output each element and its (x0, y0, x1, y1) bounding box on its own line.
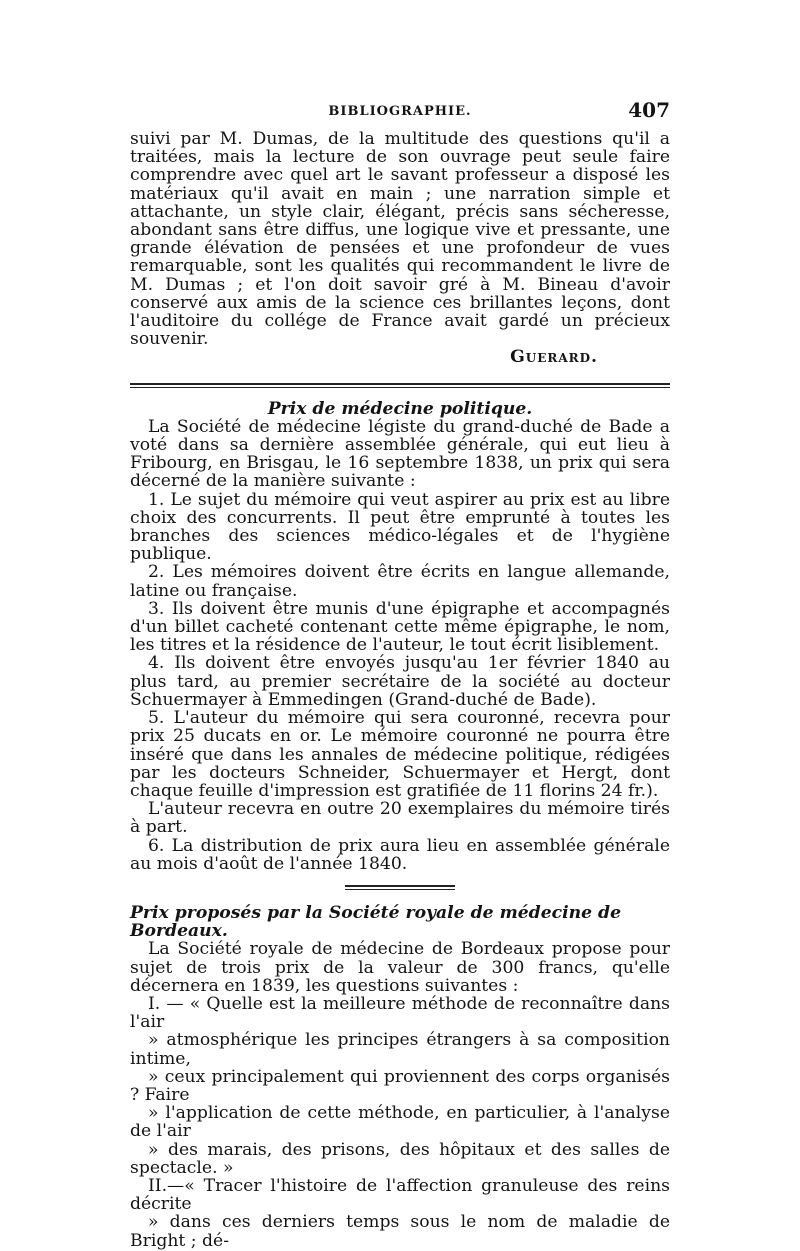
section1-item-6: 6. La distribution de prix aura lieu en assemblée générale au mois d'août de l'année 1840. (130, 835, 670, 874)
running-title: BIBLIOGRAPHIE. (328, 104, 472, 119)
section1-intro: La Société de médecine légiste du grand-duché de Bade a voté dans sa dernière assemblée générale, qui eut lieu à Fribourg, en Brisgau, le 16 septembre 1838, un prix qui sera décerné de la manière suivante : (130, 416, 670, 492)
section1-item-2: 2. Les mémoires doivent être écrits en langue allemande, latine ou française. (130, 562, 670, 601)
short-divider (345, 885, 455, 890)
question-1-line: » des marais, des prisons, des hôpitaux et des salles de spectacle. » (130, 1139, 670, 1178)
section1-item-1: 1. Le sujet du mémoire qui veut aspirer au prix est au libre choix des concurrents. Il peut être emprunté à toutes les branches des sciences médico-légales et de l'hygiène publique. (130, 489, 670, 565)
question-1-line: » atmosphérique les principes étrangers à sa composition intime, (130, 1030, 670, 1069)
question-1-line: » l'application de cette méthode, en particulier, à l'analyse de l'air (130, 1103, 670, 1142)
section1-item-3: 3. Ils doivent être munis d'une épigraphe et accompagnés d'un billet cacheté contenant cette même épigraphe, le nom, les titres et la résidence de l'auteur, le tout écrit lisiblement. (130, 598, 670, 656)
question-1 (130, 995, 670, 1177)
section-title-medecine-politique: Prix de médecine politique. (267, 398, 533, 419)
review-paragraph: suivi par M. Dumas, de la multitude des questions qu'il a traitées, mais la lecture de son ouvrage peut seule faire comprendre avec quel art le savant professeur a disposé les matériaux qu'il avait en main ; une narration simple et attachante, un style clair, élégant, précis sans sécheresse, abondant sans être diffus, une logique vive et pressante, une grande élévation de pensées et une profondeur de vues remarquable, sont les qualités qui recommandent le livre de M. Dumas ; et l'on doit savoir gré à M. Bineau d'avoir conservé aux amis de la science ces brillantes leçons, dont l'auditoire du collége de France avait gardé un précieux souvenir. (130, 129, 670, 350)
section-divider (130, 383, 670, 388)
section2-intro: La Société royale de médecine de Bordeaux propose pour sujet de trois prix de la valeur de 300 francs, qu'elle décernera en 1839, les questions suivantes : (130, 939, 670, 996)
section1-item-5-note: L'auteur recevra en outre 20 exemplaires du mémoire tirés à part. (130, 799, 670, 838)
question-1-line: I. — « Quelle est la meilleure méthode de reconnaître dans l'air (130, 993, 670, 1033)
page-number: 407 (628, 98, 670, 122)
section1-item-4: 4. Ils doivent être envoyés jusqu'au 1er février 1840 au plus tard, au premier secrétaire de la société au docteur Schuermayer à Emmedingen (Grand-duché de Bade). (130, 653, 670, 710)
question-2-line: » dans ces derniers temps sous le nom de maladie de Bright ; dé- (130, 1212, 670, 1251)
review-signature: Guerard. (510, 347, 598, 368)
question-2-line: II.—« Tracer l'histoire de l'affection granuleuse des reins décrite (130, 1175, 670, 1215)
section1-item-5: 5. L'auteur du mémoire qui sera couronné, recevra pour prix 25 ducats en or. Le mémoire couronné ne pourra être inséré que dans les annales de médecine politique, rédigées par les docteurs Schneider, Schuermayer et Hergt, dont chaque feuille d'impression est gratifiée de 11 florins 24 fr.). (130, 708, 670, 801)
question-1-line: » ceux principalement qui proviennent des corps organisés ? Faire (130, 1066, 670, 1105)
section-title-bordeaux: Prix proposés par la Société royale de médecine de Bordeaux. (130, 902, 622, 942)
page-body (130, 130, 670, 1250)
running-head (130, 98, 670, 124)
question-2 (130, 1177, 670, 1250)
